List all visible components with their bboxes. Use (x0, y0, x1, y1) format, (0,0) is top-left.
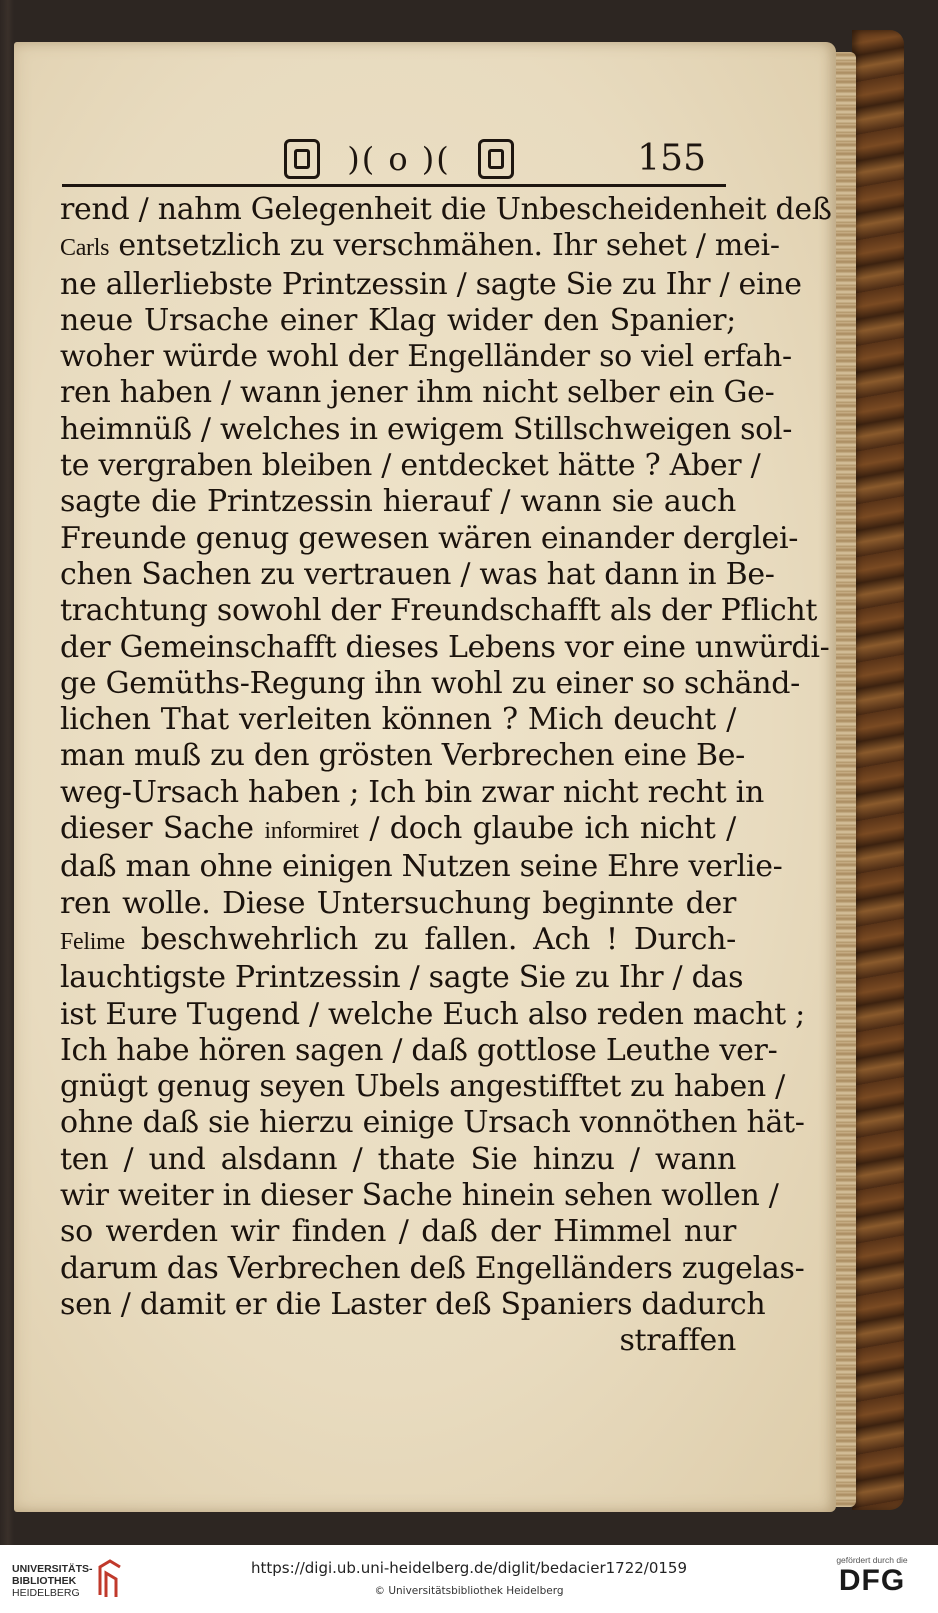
dfg-wordmark: DFG (838, 1564, 906, 1597)
text-line: ren wolle. Diese Untersuchung beginnte der (60, 885, 736, 921)
book-cover-edge (852, 30, 904, 1510)
text-line: ist Eure Tugend / welche Euch also reden macht ; (60, 996, 805, 1032)
text-line: ohne daß sie hierzu einige Ursach vonnöthen hät- (60, 1105, 805, 1141)
text-line: weg-Ursach haben ; Ich bin zwar nicht recht in (60, 774, 764, 810)
library-name-line3: HEIDELBERG (12, 1587, 80, 1599)
page-number: 155 (637, 138, 706, 179)
viewer-footer (0, 1545, 938, 1613)
text-line (60, 228, 780, 266)
text-line: so werden wir finden / daß der Himmel nur (60, 1214, 736, 1250)
book-page (14, 42, 836, 1512)
running-header (14, 136, 836, 192)
antiqua-word: Carls (60, 235, 110, 262)
text-line: ne allerliebste Printzessin / sagte Sie zu Ihr / eine (60, 266, 802, 302)
text-line: ten / und alsdann / thate Sie hinzu / wann (60, 1141, 736, 1177)
text-segment: dieser Sache (60, 811, 265, 847)
text-line: lichen That verleiten können ? Mich deucht / (60, 702, 736, 738)
text-line: neue Ursache einer Klag wider den Spanier; (60, 302, 736, 338)
text-line: darum das Verbrechen deß Engelländers zugelas- (60, 1250, 805, 1286)
header-rule (62, 184, 726, 187)
text-line: ren haben / wann jener ihm nicht selber ein Ge- (60, 375, 775, 411)
text-line: Ich habe hören sagen / daß gottlose Leuthe ver- (60, 1032, 778, 1068)
dfg-logo[interactable] (822, 1555, 922, 1597)
ornament-left-icon (284, 139, 320, 179)
text-segment: entsetzlich zu verschmähen. Ihr sehet / mei- (109, 228, 780, 264)
text-line: woher würde wohl der Engelländer so viel erfah- (60, 339, 792, 375)
ornament-center: )( o )( (347, 140, 451, 178)
text-line: trachtung sowohl der Freundschafft als der Pflicht (60, 593, 818, 629)
text-line: daß man ohne einigen Nutzen seine Ehre verlie- (60, 849, 783, 885)
text-segment: / doch glaube ich nicht / (358, 811, 736, 847)
text-line: gnügt genug seyen Ubels angestifftet zu haben / (60, 1069, 785, 1105)
text-line: man muß zu den grösten Verbrechen eine Be- (60, 738, 746, 774)
text-line (60, 811, 736, 849)
text-segment: beschwehrlich zu fallen. Ach ! Durch- (124, 921, 736, 957)
text-line: Freunde genug gewesen wären einander derglei- (60, 520, 799, 556)
body-text (60, 192, 832, 1360)
text-line: lauchtigste Printzessin / sagte Sie zu Ihr / das (60, 960, 744, 996)
text-line: straffen (619, 1323, 736, 1359)
text-line: ge Gemüths-Regung ihn wohl zu einer so schänd- (60, 665, 801, 701)
copyright-notice: © Universitätsbibliothek Heidelberg (374, 1585, 564, 1597)
text-line: wir weiter in dieser Sache hinein sehen wollen / (60, 1178, 779, 1214)
antiqua-word: Felime (60, 928, 125, 955)
text-line: heimnüß / welches in ewigem Stillschweigen sol- (60, 411, 793, 447)
text-line: chen Sachen zu vertrauen / was hat dann in Be- (60, 556, 775, 592)
dfg-caption: gefördert durch die (836, 1555, 908, 1565)
text-line (60, 922, 736, 960)
text-line: sagte die Printzessin hierauf / wann sie auch (60, 484, 736, 520)
library-name-line1: UNIVERSITÄTS- (12, 1563, 93, 1575)
header-ornament (284, 136, 514, 182)
text-line: te vergraben bleiben / entdecket hätte ? Aber / (60, 448, 761, 484)
library-name-line2: BIBLIOTHEK (12, 1575, 77, 1587)
permalink-url[interactable]: https://digi.ub.uni-heidelberg.de/diglit/bedacier1722/0159 (250, 1559, 688, 1577)
antiqua-word: informiret (264, 818, 359, 845)
text-line: der Gemeinschafft dieses Lebens vor eine unwürdi- (60, 629, 830, 665)
text-line: sen / damit er die Laster deß Spaniers dadurch (60, 1286, 766, 1322)
ornament-right-icon (478, 139, 514, 179)
text-line: rend / nahm Gelegenheit die Unbescheidenheit deß (60, 192, 832, 227)
